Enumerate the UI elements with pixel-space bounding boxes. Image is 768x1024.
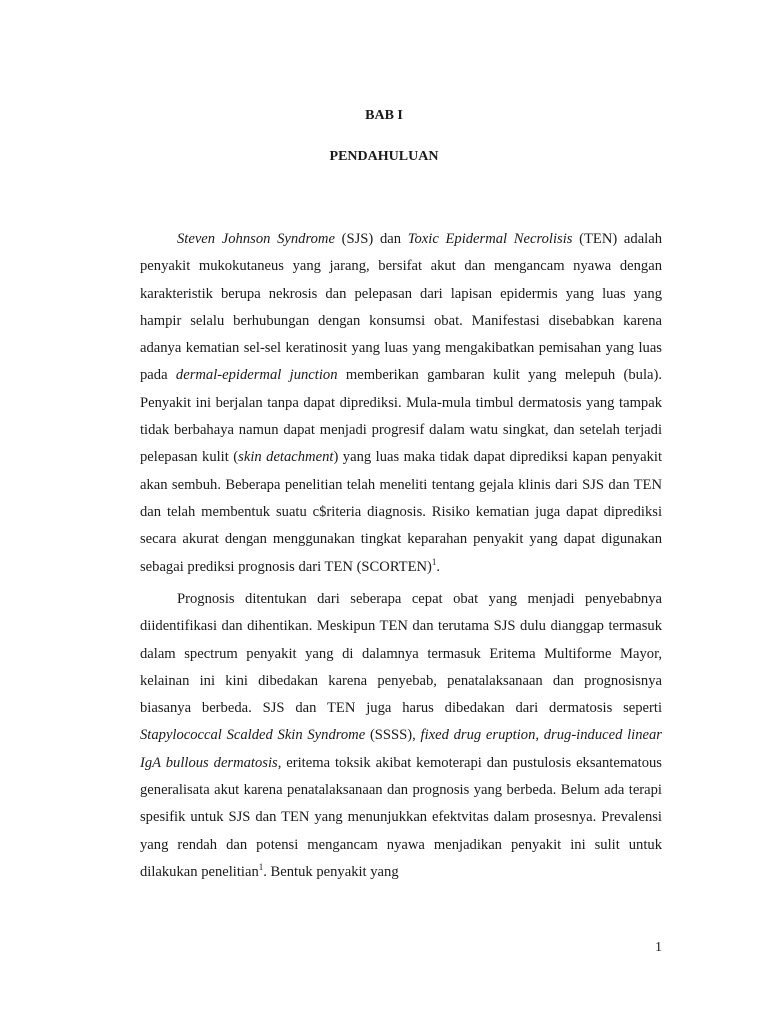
text-run: . Bentuk penyakit yang xyxy=(263,863,399,880)
paragraph-1 xyxy=(140,226,662,581)
italic-term: skin detachment xyxy=(238,449,334,466)
italic-term: Stapylococcal Scalded Skin Syndrome xyxy=(140,727,366,744)
text-run: (SJS) dan xyxy=(334,231,408,247)
citation-superscript: 1 xyxy=(431,556,437,567)
chapter-title: PENDAHULUAN xyxy=(329,149,439,164)
text-run: ) yang luas maka tidak dapat diprediksi kapan penyakit akan sembuh. Beberapa penelitian telah meneliti tentang gejala klinis dari SJS dan TEN dan telah membentuk suatu c$riteria diagnosis. Risiko kematian juga dapat diprediksi secara akurat dengan menggunakan tingkat keparahan penyakit yang dapat digunakan sebagai prediksi prognosis dari TEN (SCORTEN) xyxy=(140,449,662,575)
chapter-heading: BAB I xyxy=(365,108,403,123)
citation-superscript: 1 xyxy=(258,862,264,873)
italic-term: dermal-epidermal junction xyxy=(175,367,338,384)
paragraph-2 xyxy=(140,586,662,886)
italic-term: Toxic Epidermal Necrolisis xyxy=(407,231,573,247)
page-number: 1 xyxy=(655,940,662,955)
text-run: eritema toksik akibat kemoterapi dan pustulosis eksantematous generalisata akut karena penatalaksanaan dan prognosis yang berbeda. Belum ada terapi spesifik untuk SJS dan TEN yang menunjukkan efektvitas dalam prosesnya. Prevalensi yang rendah dan potensi mengancam nyawa menjadikan penyakit ini sulit untuk dilakukan penelitian xyxy=(140,754,662,880)
text-run: Prognosis ditentukan dari seberapa cepat obat yang menjadi penyebabnya diidentifikasi dan dihentikan. Meskipun TEN dan terutama SJS dulu dianggap termasuk dalam spectrum penyakit yang di dalamnya termasuk Eritema Multiforme Mayor, kelainan ini kini dibedakan karena penyebab, penatalaksanaan dan prognosisnya biasanya berbeda. SJS dan TEN juga harus dibedakan dari dermatosis seperti xyxy=(140,591,662,717)
text-run: (TEN) adalah penyakit mukokutaneus yang jarang, bersifat akut dan mengancam nyawa dengan karakteristik berupa nekrosis dan pelepasan dari lapisan epidermis yang luas yang hampir selalu berhubungan dengan konsumsi obat. Manifestasi disebabkan karena adanya kematian sel-sel keratinosit yang luas yang mengakibatkan pemisahan yang luas pada xyxy=(140,231,663,384)
text-run: (SSSS), xyxy=(365,727,421,744)
italic-term: fixed drug eruption, drug-induced linear IgA bullous dermatosis, xyxy=(140,727,662,771)
text-run: memberikan gambaran kulit yang melepuh (bula). Penyakit ini berjalan tanpa dapat diprediksi. Mula-mula timbul dermatosis yang tampak tidak berbahaya namun dapat menjadi progresif dalam watu singkat, dan setelah terjadi pelepasan kulit ( xyxy=(140,367,663,466)
text-run: . xyxy=(436,558,441,575)
italic-term: Steven Johnson Syndrome xyxy=(177,231,335,247)
